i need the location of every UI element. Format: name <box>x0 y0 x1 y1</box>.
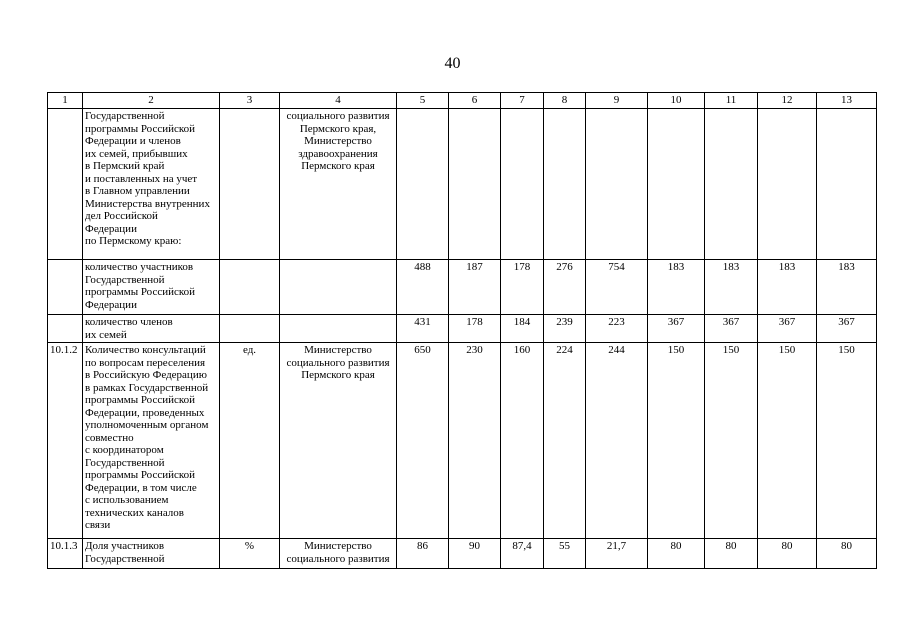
value-cell: 431 <box>397 315 449 343</box>
cell-line: социального развития <box>286 356 390 369</box>
cell-line: их семей, прибывших <box>85 147 188 160</box>
cell-line: программы Российской <box>85 394 196 406</box>
cell-line: Пермского края <box>301 160 375 172</box>
cell-line: Государственной <box>85 552 165 565</box>
cell-line: в рамках Государственной <box>85 381 209 394</box>
value-cell: 488 <box>397 260 449 315</box>
cell-line: уполномоченным органом <box>85 419 209 431</box>
cell-line: Федерации <box>85 222 137 235</box>
column-header: 11 <box>705 93 758 109</box>
value-cell: 150 <box>817 343 877 539</box>
value-cell: 754 <box>586 260 648 315</box>
responsible-cell <box>280 315 397 343</box>
unit-cell: ед. <box>220 343 280 539</box>
cell-line: программы Российской <box>85 286 196 298</box>
indicator-code <box>48 315 83 343</box>
unit-cell <box>220 260 280 315</box>
value-cell: 650 <box>397 343 449 539</box>
indicator-code: 10.1.2 <box>48 343 83 539</box>
unit-cell <box>220 315 280 343</box>
indicator-name <box>83 539 220 569</box>
cell-line: связи <box>85 519 111 531</box>
value-cell: 150 <box>648 343 705 539</box>
value-cell <box>586 109 648 260</box>
value-cell: 187 <box>449 260 501 315</box>
page-number: 40 <box>444 55 461 72</box>
value-cell: 183 <box>648 260 705 315</box>
value-cell: 367 <box>817 315 877 343</box>
indicator-code <box>48 260 83 315</box>
cell-line: социального развития <box>286 110 390 122</box>
value-cell: 183 <box>758 260 817 315</box>
cell-line: по Пермскому краю: <box>85 235 182 247</box>
responsible-cell <box>280 109 397 260</box>
table-row <box>48 109 877 260</box>
unit-cell: % <box>220 539 280 569</box>
column-header: 5 <box>397 93 449 109</box>
value-cell <box>397 109 449 260</box>
indicators-table <box>47 92 877 569</box>
column-header: 4 <box>280 93 397 109</box>
cell-line: Количество консультаций <box>85 344 206 356</box>
value-cell: 367 <box>758 315 817 343</box>
cell-line: дел Российской <box>85 210 158 222</box>
column-header: 8 <box>544 93 586 109</box>
value-cell: 86 <box>397 539 449 569</box>
cell-line: Государственной <box>85 456 165 469</box>
indicator-code: 10.1.3 <box>48 539 83 569</box>
value-cell: 80 <box>705 539 758 569</box>
cell-line: Министерство <box>304 344 372 356</box>
value-cell: 178 <box>449 315 501 343</box>
cell-line: по вопросам переселения <box>85 356 206 369</box>
value-cell: 184 <box>501 315 544 343</box>
cell-line: Федерации <box>85 298 137 311</box>
column-header: 6 <box>449 93 501 109</box>
cell-line: Министерство <box>304 540 372 552</box>
cell-line: Пермского края, <box>299 122 377 135</box>
responsible-cell <box>280 539 397 569</box>
value-cell: 183 <box>817 260 877 315</box>
unit-cell <box>220 109 280 260</box>
cell-line: Государственной <box>85 273 165 286</box>
value-cell: 80 <box>817 539 877 569</box>
value-cell: 223 <box>586 315 648 343</box>
value-cell: 87,4 <box>501 539 544 569</box>
value-cell: 367 <box>705 315 758 343</box>
value-cell: 80 <box>648 539 705 569</box>
value-cell <box>758 109 817 260</box>
cell-line: количество членов <box>85 316 173 328</box>
cell-line: Федерации, в том числе <box>85 481 197 494</box>
cell-line: программы Российской <box>85 469 196 481</box>
indicator-name <box>83 343 220 539</box>
value-cell: 55 <box>544 539 586 569</box>
value-cell: 224 <box>544 343 586 539</box>
table-row <box>48 343 877 539</box>
value-cell <box>648 109 705 260</box>
value-cell: 183 <box>705 260 758 315</box>
cell-line: технических каналов <box>85 506 184 519</box>
value-cell: 230 <box>449 343 501 539</box>
column-header: 9 <box>586 93 648 109</box>
cell-line: Министерства внутренних <box>85 197 210 210</box>
cell-line: Государственной <box>85 110 165 122</box>
value-cell: 239 <box>544 315 586 343</box>
value-cell <box>501 109 544 260</box>
value-cell: 80 <box>758 539 817 569</box>
cell-line: и поставленных на учет <box>85 172 198 185</box>
indicator-name <box>83 315 220 343</box>
value-cell: 244 <box>586 343 648 539</box>
header-row <box>48 93 877 109</box>
value-cell: 367 <box>648 315 705 343</box>
table-row <box>48 315 877 343</box>
cell-line: в Главном управлении <box>85 185 190 197</box>
indicator-name <box>83 260 220 315</box>
cell-line: здравоохранения <box>298 147 378 160</box>
cell-line: Доля участников <box>85 540 165 552</box>
cell-line: Федерации и членов <box>85 135 181 147</box>
column-header: 3 <box>220 93 280 109</box>
cell-line: программы Российской <box>85 122 196 135</box>
column-header: 7 <box>501 93 544 109</box>
cell-line: в Пермский край <box>85 160 165 172</box>
value-cell: 276 <box>544 260 586 315</box>
cell-line: с координатором <box>85 444 164 456</box>
cell-line: количество участников <box>85 261 194 273</box>
value-cell <box>817 109 877 260</box>
cell-line: в Российскую Федерацию <box>85 369 207 381</box>
cell-line: с использованием <box>85 494 169 506</box>
cell-line: Пермского края <box>301 369 375 381</box>
indicator-code <box>48 109 83 260</box>
cell-line: социального развития <box>286 552 390 565</box>
column-header: 1 <box>48 93 83 109</box>
table-row <box>48 260 877 315</box>
value-cell: 90 <box>449 539 501 569</box>
value-cell: 150 <box>705 343 758 539</box>
column-header: 13 <box>817 93 877 109</box>
value-cell: 21,7 <box>586 539 648 569</box>
column-header: 10 <box>648 93 705 109</box>
cell-line: Министерство <box>304 135 372 147</box>
cell-line: их семей <box>85 328 127 341</box>
value-cell: 160 <box>501 343 544 539</box>
value-cell <box>705 109 758 260</box>
value-cell: 150 <box>758 343 817 539</box>
indicator-name <box>83 109 220 260</box>
value-cell <box>544 109 586 260</box>
cell-line: совместно <box>85 431 134 444</box>
responsible-cell <box>280 343 397 539</box>
table-row <box>48 539 877 569</box>
value-cell <box>449 109 501 260</box>
cell-line: Федерации, проведенных <box>85 406 205 419</box>
column-header: 2 <box>83 93 220 109</box>
column-header: 12 <box>758 93 817 109</box>
value-cell: 178 <box>501 260 544 315</box>
responsible-cell <box>280 260 397 315</box>
